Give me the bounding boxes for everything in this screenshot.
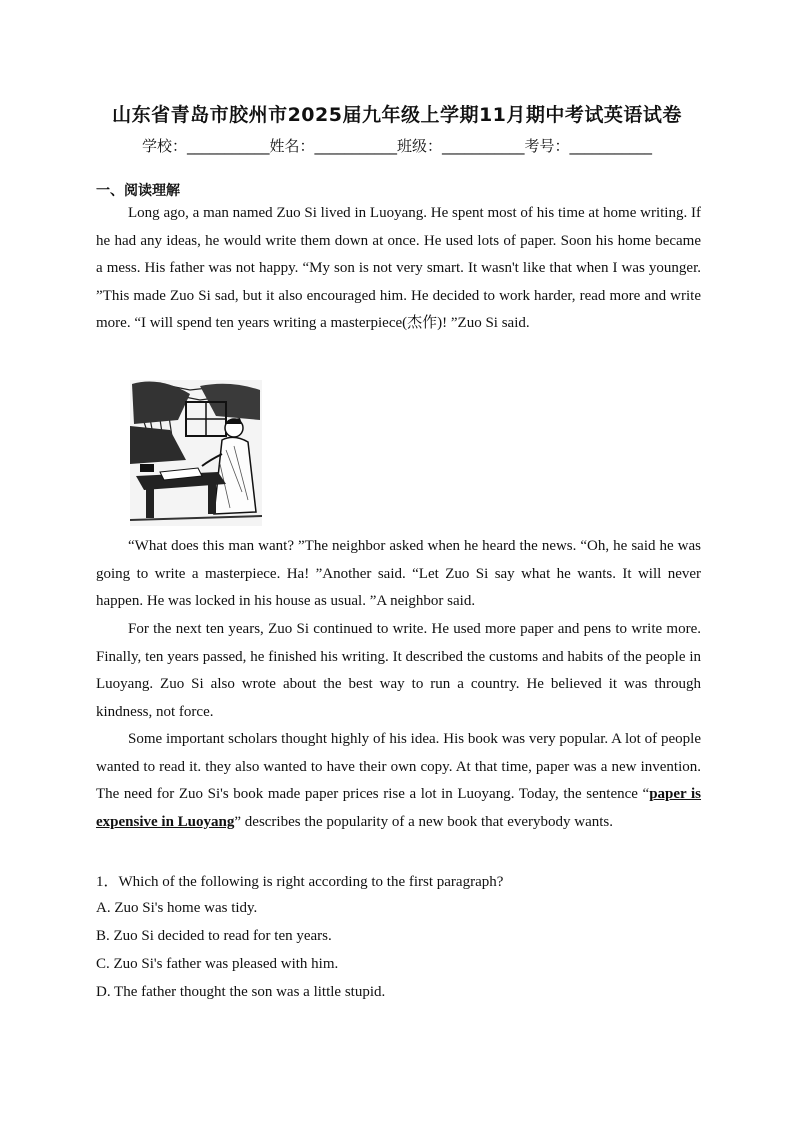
passage-paragraph-4 <box>96 726 701 836</box>
student-info-line: 学校：___________姓名：___________班级：___________考号：___________ <box>141 137 652 155</box>
question-1-option-c: C. Zuo Si's father was pleased with him. <box>96 956 339 972</box>
section-heading: 一、阅读理解 <box>96 183 180 199</box>
question-1-stem: 1．Which of the following is right according to the first paragraph? <box>96 874 504 890</box>
question-1-option-b: B. Zuo Si decided to read for ten years. <box>96 928 332 944</box>
exam-title: 山东省青岛市胶州市2025届九年级上学期11月期中考试英语试卷 <box>112 104 682 126</box>
passage-paragraph-1: Long ago, a man named Zuo Si lived in Luoyang. He spent most of his time at home writing. If he had any ideas, he would write them down at once. He used lots of paper. Soon his home became a mess. His father was not happy. “My son is not very smart. It wasn't like that when I was younger. ”This made Zuo Si sad, but it also encouraged him. He decided to work harder, read more and write more. “I will spend ten years writing a masterpiece(杰作)! ”Zuo Si said. <box>96 205 701 332</box>
scholar-writing-illustration <box>130 380 262 526</box>
highlighted-phrase: paper is expensive in Luoyang <box>96 786 702 830</box>
passage-paragraph-2: “What does this man want? ”The neighbor asked when he heard the news. “Oh, he said he was going to write a masterpiece. Ha! ”Another said. “Let Zuo Si say what he wants. It will never happen. He was locked in his house as usual. ”A neighbor said. <box>96 538 701 610</box>
question-1-option-a: A. Zuo Si's home was tidy. <box>96 900 258 916</box>
passage-paragraph-3: For the next ten years, Zuo Si continued to write. He used more paper and pens to write more. Finally, ten years passed, he finished his writing. It described the customs and habits of the people in Luoyang. Zuo Si also wrote about the best way to run a country. He believed it was through kindness, not force. <box>96 621 701 720</box>
paragraph-4-text-start: Some important scholars thought highly of his idea. His book was very popular. A lot of people wanted to read it. they also wanted to have their own copy. At that time, paper was a new invention. The need for Zuo Si's book made paper prices rise a lot in Luoyang. Today, the sentence “ <box>96 731 701 803</box>
paragraph-4-text-end: ” describes the popularity of a new book that everybody wants. <box>234 813 614 830</box>
question-1-option-d: D. The father thought the son was a little stupid. <box>96 984 386 1000</box>
